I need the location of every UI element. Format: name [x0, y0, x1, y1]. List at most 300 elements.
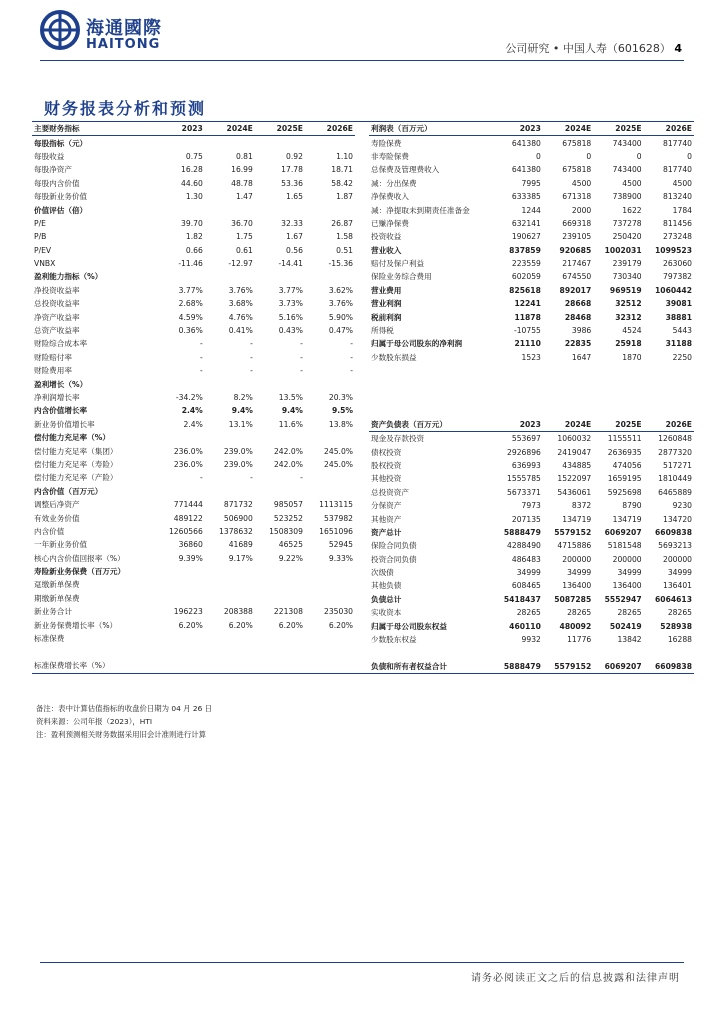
table-row	[369, 163, 694, 176]
cell-value: 6.20%	[328, 620, 353, 630]
cell-value: 1244	[521, 205, 541, 215]
table-row	[369, 324, 694, 337]
row-label: 新业务合计	[34, 607, 72, 617]
cell-value: 236.0%	[173, 446, 203, 456]
cell-value: 2024E	[205, 122, 255, 136]
cell-value: 0	[687, 151, 692, 161]
cell-value: 1.82	[185, 232, 203, 242]
note-line: 备注：表中计算估值指标的收盘价日期为 04 月 26 日	[36, 704, 213, 713]
table-row	[369, 606, 694, 619]
cell-value: 2024E	[543, 418, 593, 432]
cell-value	[305, 592, 355, 605]
cell-value	[305, 485, 355, 498]
cell-value	[305, 471, 355, 484]
row-label: 偿付能力充足率（产险）	[34, 473, 118, 483]
cell-value: 34999	[667, 568, 692, 578]
cell-value	[205, 431, 255, 444]
table-row	[369, 190, 694, 203]
row-label: 核心内含价值回报率（%）	[34, 553, 125, 563]
row-label: 寿险保费	[371, 138, 402, 148]
cell-value	[493, 364, 543, 377]
table-row	[32, 122, 355, 136]
row-label: 现金及存款投资	[371, 434, 425, 444]
cell-value: 2026E	[644, 122, 694, 136]
table-row	[32, 364, 355, 377]
row-label: 投资收益	[371, 232, 402, 242]
cell-value: 2023	[493, 122, 543, 136]
cell-value	[305, 659, 355, 672]
row-label: 内含价值增长率	[34, 406, 88, 416]
cell-value: 12241	[514, 299, 541, 309]
table-row	[32, 377, 355, 390]
cell-value: 633385	[511, 192, 541, 202]
table-row	[32, 270, 355, 283]
cell-value: 5418437	[503, 594, 541, 604]
cell-value: 22835	[564, 339, 592, 349]
cell-value: 207135	[511, 514, 541, 524]
row-label: 财险综合成本率	[34, 339, 88, 349]
row-label: 减：净提取未到期责任准备金	[371, 205, 470, 215]
cell-value: 3986	[571, 326, 592, 336]
cell-value: -15.36	[328, 259, 353, 269]
cell-value: 817740	[663, 138, 692, 148]
row-label: P/B	[34, 232, 47, 242]
cell-value: 738900	[612, 192, 642, 202]
cell-value	[305, 645, 355, 658]
row-label: 次级债	[371, 568, 394, 578]
cell-value: 16288	[667, 635, 692, 645]
cell-value: 235030	[324, 607, 353, 617]
table-row	[32, 404, 355, 417]
cell-value: 245.0%	[324, 446, 353, 456]
row-label: 财险费用率	[34, 366, 72, 376]
cell-value: 825618	[509, 285, 541, 295]
cell-value: 3.77%	[278, 285, 303, 295]
row-label: P/E	[34, 218, 46, 228]
cell-value: 196223	[173, 607, 203, 617]
cell-value: 4.59%	[178, 312, 203, 322]
doc-ref-text: 公司研究 • 中国人寿（601628）	[505, 42, 671, 55]
cell-value: 2636935	[607, 447, 642, 457]
cell-value	[155, 136, 205, 150]
cell-value	[205, 578, 255, 591]
cell-value: -	[300, 339, 303, 349]
cell-value: 245.0%	[324, 459, 353, 469]
cell-value: 34999	[617, 568, 642, 578]
row-label: 其他投资	[371, 474, 402, 484]
note-line: 资料来源：公司年报（2023），HTI	[36, 717, 153, 726]
cell-value: 28668	[564, 299, 592, 309]
row-label: 有效业务价值	[34, 513, 80, 523]
cell-value: -	[300, 473, 303, 483]
cell-value: 7973	[521, 501, 541, 511]
cell-value: 39.70	[181, 218, 203, 228]
cell-value	[644, 404, 694, 417]
cell-value: 771444	[173, 500, 203, 510]
row-label: 净保费收入	[371, 192, 409, 202]
table-row	[32, 136, 355, 150]
table-row	[369, 177, 694, 190]
cell-value: 3.76%	[328, 299, 353, 309]
cell-value: -34.2%	[175, 393, 203, 402]
cell-value: 669318	[562, 218, 592, 228]
cell-value: 1.58	[336, 232, 353, 242]
row-label: 债权投资	[371, 447, 402, 457]
cell-value	[543, 364, 593, 377]
row-label: 偿付能力充足率（%）	[34, 433, 110, 443]
row-label: 总投资收益率	[34, 299, 80, 309]
header-doc-ref	[505, 40, 682, 56]
cell-value: 26.87	[331, 218, 353, 228]
cell-value: 1.30	[185, 192, 203, 202]
table-notes	[36, 702, 212, 741]
cell-value: 553697	[511, 434, 541, 444]
cell-value: 1060442	[655, 285, 692, 295]
cell-value: -	[200, 339, 203, 349]
table-row	[32, 297, 355, 310]
cell-value: 11878	[514, 312, 541, 322]
table-row	[32, 618, 355, 631]
table-row	[32, 310, 355, 323]
cell-value: 5579152	[554, 527, 592, 537]
cell-value: 46525	[278, 540, 303, 550]
cell-value: 5579152	[554, 661, 592, 671]
cell-value: 223559	[511, 259, 541, 269]
cell-value	[205, 645, 255, 658]
cell-value: 36.70	[231, 218, 253, 228]
cell-value	[255, 203, 305, 216]
cell-value: -	[200, 366, 203, 376]
cell-value: 8790	[622, 501, 642, 511]
cell-value: 675818	[562, 138, 592, 148]
row-label: 一年新业务价值	[34, 540, 88, 550]
cell-value: 9.39%	[178, 553, 203, 563]
cell-value: 6609838	[655, 661, 692, 671]
cell-value: 5552947	[604, 594, 642, 604]
cell-value: 0.61	[235, 245, 253, 255]
cell-value: 3.77%	[178, 285, 203, 295]
cell-value: 13.5%	[278, 393, 303, 402]
cell-value	[543, 377, 593, 390]
cell-value	[543, 391, 593, 404]
cell-value: 8372	[571, 501, 592, 511]
row-label: 利润表（百万元）	[369, 122, 493, 136]
cell-value: 5.90%	[328, 312, 353, 322]
table-row	[369, 486, 694, 499]
table-row	[32, 511, 355, 524]
cell-value: 53.36	[281, 178, 303, 188]
cell-value: 502419	[609, 621, 642, 631]
cell-value: 1.10	[336, 151, 353, 161]
cell-value: 6069207	[604, 661, 642, 671]
cell-value: 920685	[559, 245, 592, 255]
table-row	[32, 565, 355, 578]
cell-value: 242.0%	[273, 446, 303, 456]
logo-cn-text: 海通國際	[86, 18, 162, 39]
cell-value: 892017	[559, 285, 592, 295]
table-row	[32, 391, 355, 404]
cell-value: 5888479	[503, 527, 541, 537]
table-row	[369, 633, 694, 646]
cell-value: 9.4%	[281, 406, 303, 416]
table-row	[369, 136, 694, 150]
cell-value: 48.78	[231, 178, 253, 188]
table-row	[32, 284, 355, 297]
cell-value: 0.56	[286, 245, 303, 255]
table-row	[369, 230, 694, 243]
cell-value: 200000	[612, 554, 642, 564]
cell-value: 969519	[609, 285, 642, 295]
cell-value: 2877320	[658, 447, 692, 457]
cell-value: 36860	[178, 540, 203, 550]
cell-value: 25918	[615, 339, 642, 349]
cell-value: -	[350, 352, 353, 362]
cell-value	[493, 404, 543, 417]
table-row	[32, 525, 355, 538]
row-label: 内含价值（百万元）	[34, 486, 103, 496]
cell-value	[644, 646, 694, 659]
table-row	[32, 485, 355, 498]
cell-value: 3.62%	[328, 285, 353, 295]
row-label: 少数股东权益	[371, 635, 417, 645]
cell-value	[305, 632, 355, 645]
cell-value: -	[300, 352, 303, 362]
row-label: 每股新业务价值	[34, 192, 88, 202]
cell-value: 200000	[663, 554, 692, 564]
table-row	[32, 444, 355, 457]
cell-value	[255, 431, 305, 444]
cell-value	[255, 377, 305, 390]
cell-value: -10755	[513, 326, 541, 336]
row-label: 每股内含价值	[34, 178, 80, 188]
cell-value: 208388	[223, 607, 253, 617]
cell-value: 1113115	[319, 500, 353, 510]
row-label: 净资产收益率	[34, 312, 80, 322]
cell-value	[205, 377, 255, 390]
table-row	[32, 163, 355, 176]
cell-value: 34999	[567, 568, 592, 578]
row-label: 其他负债	[371, 581, 402, 591]
row-label: 少数股东损益	[371, 352, 417, 362]
table-row	[369, 337, 694, 350]
cell-value: 3.73%	[278, 299, 303, 309]
table-row	[32, 177, 355, 190]
row-label: 寿险新业务保费（百万元）	[34, 567, 126, 577]
table-row	[369, 404, 694, 417]
cell-value: 517271	[663, 460, 692, 470]
table-row	[32, 592, 355, 605]
cell-value	[155, 645, 205, 658]
cell-value: 6.20%	[278, 620, 303, 630]
cell-value: 13.8%	[328, 419, 353, 429]
cell-value: 434885	[562, 460, 592, 470]
cell-value: 2025E	[255, 122, 305, 136]
row-label: 财险赔付率	[34, 352, 72, 362]
row-label: 价值评估（倍）	[34, 205, 88, 215]
table-row	[32, 190, 355, 203]
table-row	[32, 203, 355, 216]
cell-value: 0.43%	[278, 326, 303, 336]
table-row	[369, 619, 694, 632]
cell-value: 1099523	[655, 245, 692, 255]
row-label: 偿付能力充足率（集团）	[34, 446, 118, 456]
cell-value: -12.97	[228, 259, 253, 269]
row-label: 负债和所有者权益合计	[371, 661, 447, 671]
cell-value	[305, 270, 355, 283]
cell-value: 28468	[564, 312, 592, 322]
table-row	[32, 257, 355, 270]
cell-value: -	[250, 473, 253, 483]
row-label: 非寿险保费	[371, 151, 409, 161]
cell-value	[305, 136, 355, 150]
row-label: 实收资本	[371, 608, 402, 618]
table-row	[369, 472, 694, 485]
table-row	[32, 578, 355, 591]
table-row	[369, 364, 694, 377]
row-label: 减：分出保费	[371, 178, 417, 188]
row-label: 净投资收益率	[34, 285, 80, 295]
cell-value: 1155511	[607, 434, 642, 444]
cell-value: 486483	[511, 554, 541, 564]
cell-value: 34999	[516, 568, 541, 578]
row-label: 保险业务综合费用	[371, 272, 432, 282]
cell-value: 1651096	[319, 526, 353, 536]
footer-disclaimer: 请务必阅读正文之后的信息披露和法律声明	[471, 973, 680, 984]
cell-value: -11.46	[178, 259, 203, 269]
cell-value: 31188	[665, 339, 692, 349]
cell-value: 2.68%	[178, 299, 203, 309]
row-label: 其他资产	[371, 514, 402, 524]
cell-value	[493, 646, 543, 659]
table-row	[369, 445, 694, 458]
row-label: 偿付能力充足率（寿险）	[34, 459, 118, 469]
table-row	[32, 324, 355, 337]
cell-value: 811456	[663, 218, 692, 228]
cell-value: 20.3%	[328, 393, 353, 402]
cell-value	[593, 391, 643, 404]
table-row	[369, 512, 694, 525]
cell-value: 5.16%	[278, 312, 303, 322]
row-label: 总保费及管理费收入	[371, 165, 440, 175]
statements-table	[369, 122, 694, 673]
row-label: 营业费用	[371, 285, 402, 295]
cell-value	[155, 565, 205, 578]
table-row	[369, 418, 694, 432]
cell-value: 134720	[663, 514, 692, 524]
cell-value	[255, 632, 305, 645]
row-label: 趸缴新单保费	[34, 580, 80, 590]
cell-value	[305, 565, 355, 578]
left-table-container	[32, 122, 363, 673]
table-row	[32, 351, 355, 364]
cell-value	[255, 136, 305, 150]
cell-value: 41689	[228, 540, 253, 550]
cell-value: 2026E	[644, 418, 694, 432]
cell-value	[205, 565, 255, 578]
cell-value: 5436061	[557, 487, 592, 497]
cell-value: 4500	[672, 178, 692, 188]
table-row	[369, 526, 694, 539]
row-label: 总投资资产	[371, 487, 409, 497]
table-row	[32, 431, 355, 444]
cell-value: 5888479	[503, 661, 541, 671]
row-label: 新业务保费增长率（%）	[34, 620, 118, 630]
cell-value: 200000	[562, 554, 592, 564]
cell-value	[155, 431, 205, 444]
cell-value: 743400	[612, 138, 642, 148]
cell-value: 2250	[672, 352, 692, 362]
cell-value: 9.17%	[228, 553, 253, 563]
cell-value: 9.4%	[231, 406, 253, 416]
cell-value	[155, 592, 205, 605]
row-label: 资产总计	[371, 527, 402, 537]
table-row	[369, 351, 694, 364]
cell-value	[205, 203, 255, 216]
cell-value: 489122	[173, 513, 203, 523]
cell-value: 6609838	[655, 527, 692, 537]
haitong-logo	[40, 8, 210, 52]
cell-value: 5443	[672, 326, 692, 336]
table-row	[369, 539, 694, 552]
table-row	[369, 593, 694, 606]
cell-value: 190627	[511, 232, 541, 242]
cell-value: 0.41%	[228, 326, 253, 336]
cell-value	[255, 565, 305, 578]
row-label	[369, 646, 493, 659]
cell-value: -	[300, 366, 303, 376]
cell-value: 2419047	[557, 447, 592, 457]
cell-value: 602059	[511, 272, 541, 282]
row-label: 赔付及保户利益	[371, 259, 425, 269]
cell-value: 221308	[273, 607, 303, 617]
table-row	[32, 418, 355, 431]
cell-value	[593, 646, 643, 659]
cell-value: 737278	[612, 218, 642, 228]
cell-value: 134719	[562, 514, 592, 524]
section-title: 财务报表分析和预测	[44, 99, 207, 118]
right-table-container	[363, 122, 694, 673]
table-row	[369, 217, 694, 230]
cell-value: 217467	[562, 259, 592, 269]
cell-value	[155, 659, 205, 672]
row-label: 营业利润	[371, 299, 402, 309]
cell-value: 1784	[672, 205, 692, 215]
table-row	[369, 660, 694, 673]
cell-value: 0.51	[336, 245, 353, 255]
cell-value: 28265	[516, 608, 541, 618]
cell-value: 13842	[617, 635, 642, 645]
row-label: 归属于母公司股东的净利润	[371, 339, 463, 349]
cell-value	[593, 364, 643, 377]
haitong-logo-icon	[40, 10, 80, 50]
cell-value: 1622	[622, 205, 642, 215]
cell-value: 506900	[223, 513, 253, 523]
cell-value: 4524	[622, 326, 642, 336]
row-label: 新业务价值增长率	[34, 419, 95, 429]
cell-value: 5673371	[507, 487, 541, 497]
cell-value: 9932	[521, 635, 541, 645]
page-number: 4	[674, 42, 682, 55]
cell-value: 136400	[612, 581, 642, 591]
cell-value	[255, 645, 305, 658]
cell-value: 480092	[559, 621, 592, 631]
cell-value: -	[200, 352, 203, 362]
table-row	[32, 337, 355, 350]
table-row	[32, 244, 355, 257]
cell-value: 641380	[511, 165, 541, 175]
cell-value: 239105	[562, 232, 592, 242]
row-label: 股权投资	[371, 460, 402, 470]
